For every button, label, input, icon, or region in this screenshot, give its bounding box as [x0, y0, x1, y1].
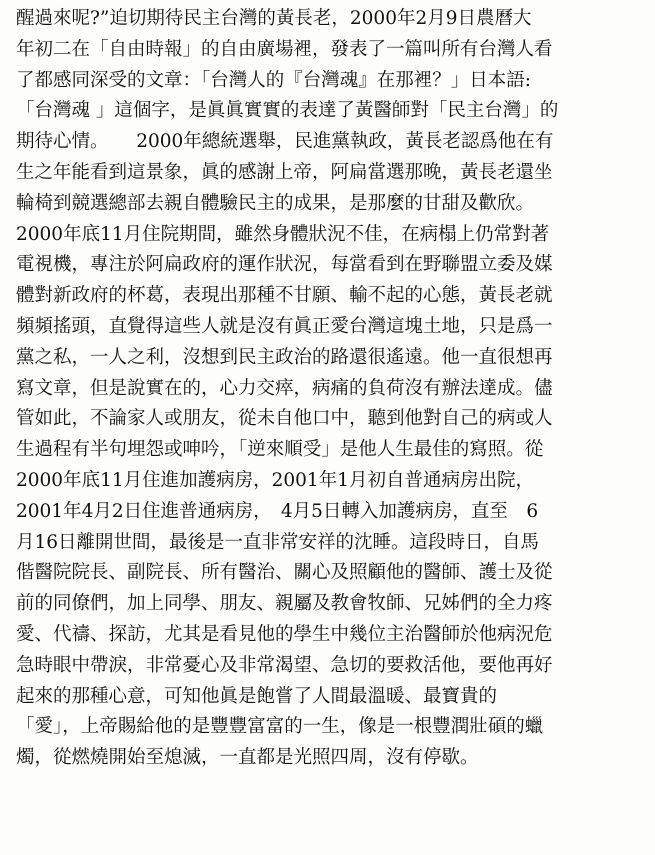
text-line-10: 體對新政府的杯葛，表現出那種不甘願、輸不起的心態，黃長老就	[16, 285, 553, 307]
text-line-3: 了都感同深受的文章：「台灣人的『台灣魂』在那裡？」日本語:	[16, 69, 531, 91]
text-line-12: 黨之私，一人之利，沒想到民主政治的路還很遙遠。他一直很想再	[16, 346, 553, 368]
text-line-22: 急時眼中帶淚，非常憂心及非常渴望、急切的要救活他，要他再好	[16, 654, 553, 676]
text-line-11: 頻頻搖頭，直覺得這些人就是沒有眞正愛台灣這塊土地，只是爲一	[16, 315, 553, 337]
text-line-20: 前的同僚們，加上同學、朋友、親屬及教會牧師、兄姊們的全力疼	[16, 593, 553, 615]
text-line-24: 「愛」，上帝賜給他的是豐豐富富的一生，像是一根豐潤壯碩的蠟	[16, 716, 544, 738]
text-line-6: 生之年能看到這景象，眞的感謝上帝，阿扁當選那晚，黃長老還坐	[16, 161, 553, 183]
text-line-14: 管如此，不論家人或朋友，從未自他口中，聽到他對自己的病或人	[16, 408, 553, 430]
text-line-8: 2000年底11月住院期間，雖然身體狀況不佳，在病榻上仍常對著	[16, 223, 550, 245]
body-text	[16, 4, 644, 774]
text-line-4: 「台灣魂 」這個字，是眞眞實實的表達了黃醫師對「民主台灣」的	[16, 100, 559, 122]
text-line-2: 年初二在「自由時報」的自由廣場裡，發表了一篇叫所有台灣人看	[16, 38, 553, 60]
text-line-19: 偕醫院院長、副院長、所有醫治、關心及照顧他的醫師、護士及從	[16, 562, 553, 584]
text-line-23: 起來的那種心意，可知他眞是飽嘗了人間最溫暖、最寶貴的	[16, 685, 498, 707]
text-line-9: 電視機，專注於阿扁政府的運作狀況，每當看到在野聯盟立委及媒	[16, 254, 553, 276]
text-line-21: 愛、代禱、探訪，尤其是看見他的學生中幾位主治醫師於他病況危	[16, 623, 553, 645]
text-line-17: 2001年4月2日住進普通病房， 4月5日轉入加護病房，直至 6	[16, 500, 539, 522]
text-line-5: 期待心情。 2000年總統選舉，民進黨執政，黃長老認爲他在有	[16, 131, 554, 153]
text-line-1: 醒過來呢?”迫切期待民主台灣的黃長老，2000年2月9日農曆大	[16, 8, 532, 29]
text-line-13: 寫文章，但是說實在的，心力交瘁，病痛的負荷沒有辦法達成。儘	[16, 377, 553, 399]
text-line-18: 月16日離開世間，最後是一直非常安祥的沈睡。這段時日，自馬	[16, 531, 540, 553]
text-line-15: 生過程有半句埋怨或呻吟，「逆來順受」是他人生最佳的寫照。從	[16, 439, 544, 461]
text-line-7: 輪椅到競選總部去親自體驗民主的成果，是那麼的甘甜及歡欣。	[16, 192, 535, 214]
text-line-16: 2000年底11月住進加護病房，2001年1月初自普通病房出院，	[16, 469, 534, 491]
text-line-25: 燭，從燃燒開始至熄滅，一直都是光照四周，沒有停歇。	[16, 747, 479, 769]
